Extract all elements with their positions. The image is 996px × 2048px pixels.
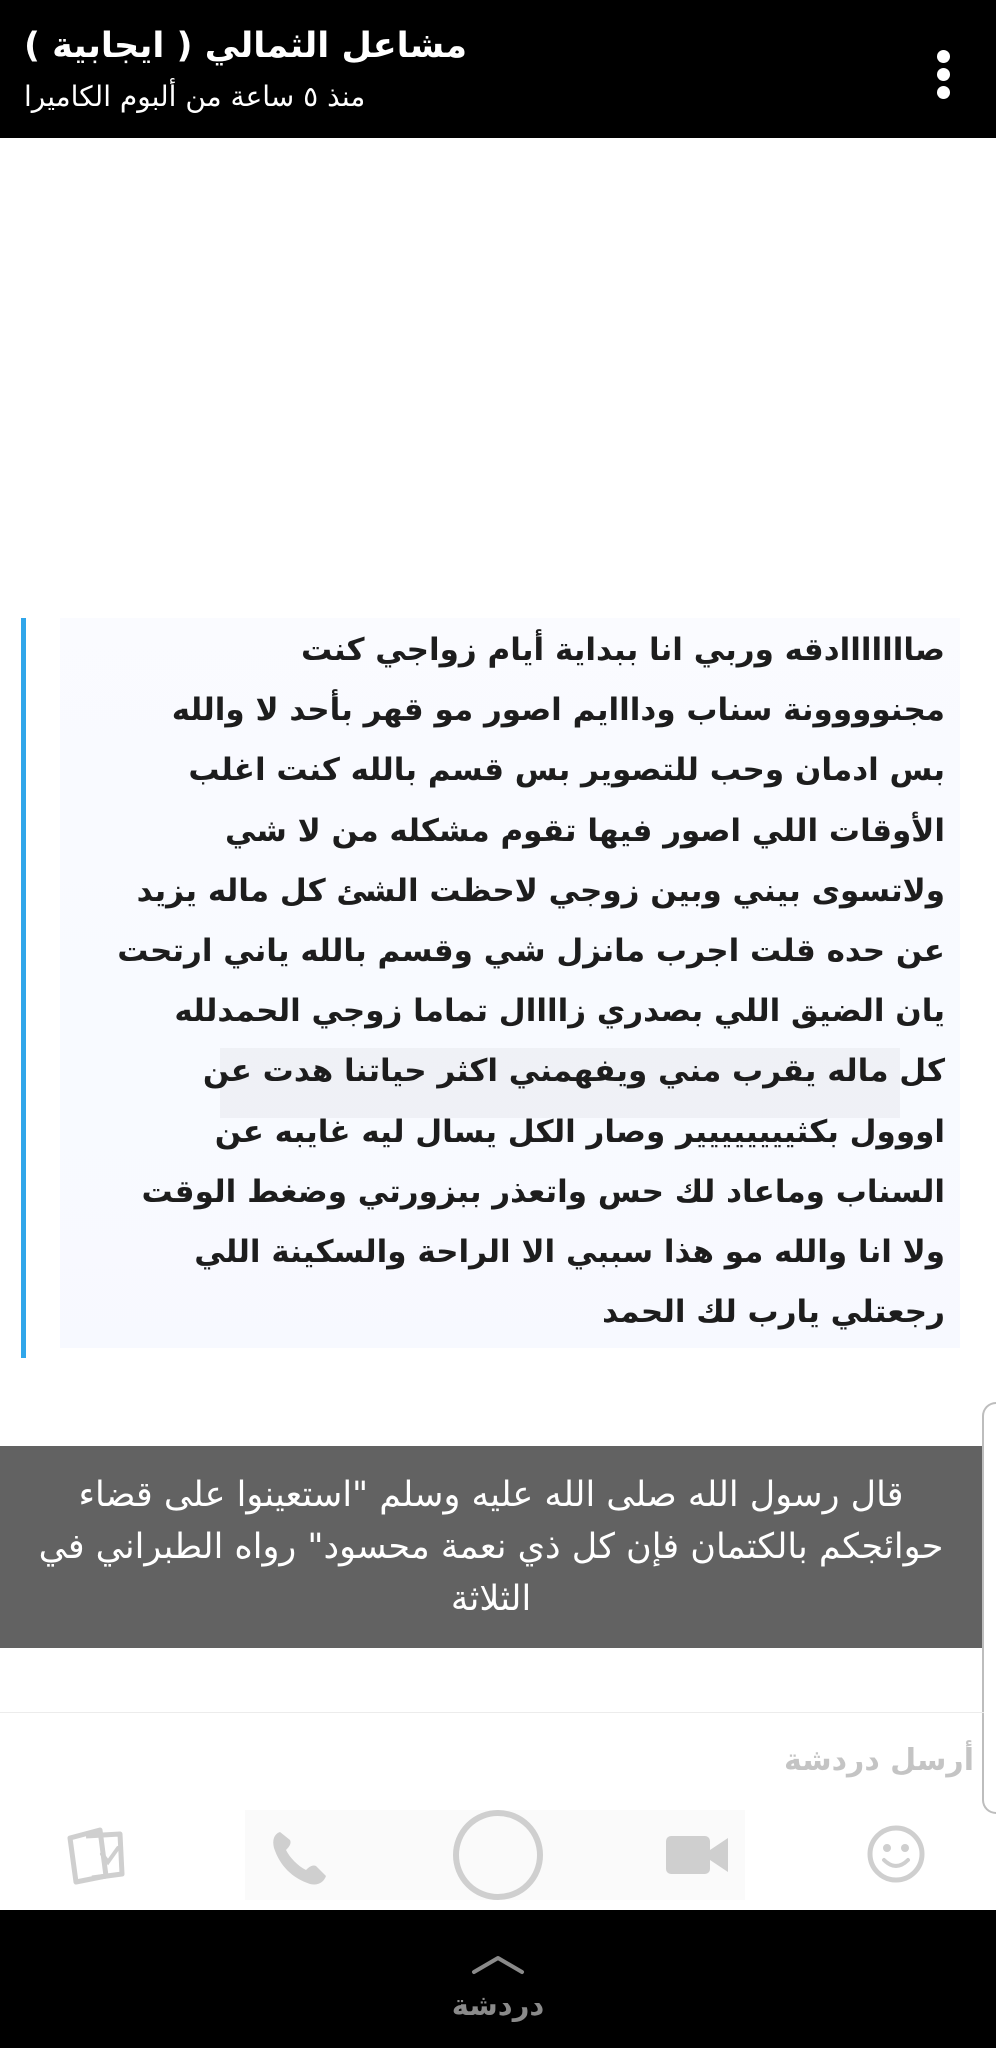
quote-line: عن حده قلت اجرب مانزل شي وقسم بالله ياني ارتحت — [117, 933, 945, 970]
divider — [0, 1712, 984, 1713]
caption-text: قال رسول الله صلى الله عليه وسلم "استعينوا على قضاء حوائجكم بالكتمان فإن كل ذي نعمة محسود" رواه الطبراني في الثلاثة — [38, 1475, 944, 1619]
quote-line: رجعتلي يارب لك الحمد — [602, 1294, 945, 1331]
story-author-name[interactable]: مشاعل الثمالي ( ايجابية ) — [24, 26, 468, 66]
quote-line: كل ماله يقرب مني ويفهمني اكثر حياتنا هدت عن — [202, 1053, 945, 1090]
sticker-icon[interactable] — [62, 1824, 132, 1886]
emoji-icon[interactable] — [866, 1824, 926, 1884]
capture-circle-icon[interactable] — [451, 1808, 545, 1902]
more-vertical-icon[interactable] — [934, 50, 954, 100]
bottom-bar — [0, 1910, 996, 2048]
quote-line: صااااااادقه وربي انا ببداية أيام زواجي كنت — [301, 632, 945, 668]
quote-accent-bar — [21, 618, 26, 1358]
story-header — [0, 0, 996, 138]
quote-line: ولا انا والله مو هذا سببي الا الراحة والسكينة اللي — [194, 1234, 945, 1271]
chevron-up-icon[interactable] — [470, 1952, 526, 1976]
side-pull-tab[interactable] — [982, 1402, 996, 1814]
quoted-message — [60, 620, 945, 1342]
chat-label[interactable]: دردشة — [451, 1988, 545, 2022]
quote-line: ولاتسوى بيني وبين زوجي لاحظت الشئ كل ماله يزيد — [136, 872, 945, 909]
phone-icon[interactable] — [266, 1826, 332, 1888]
story-caption — [0, 1446, 982, 1648]
quote-line: الأوقات اللي اصور فيها تقوم مشكله من لا شي — [225, 812, 945, 849]
quote-line: يان الضيق اللي بصدري زاااال تماما زوجي الحمدلله — [174, 993, 945, 1030]
chat-toolbar — [0, 1810, 996, 1900]
story-timestamp: منذ ٥ ساعة من ألبوم الكاميرا — [24, 80, 366, 113]
quote-line: اووول بكثيييييييير وصار الكل يسال ليه غايبه عن — [214, 1113, 945, 1150]
quote-line: بس ادمان وحب للتصوير بس قسم بالله كنت اغلب — [188, 752, 945, 789]
video-camera-icon[interactable] — [664, 1832, 730, 1878]
quote-line: مجنوووونة سناب ودااايم اصور مو قهر بأحد لا والله — [171, 692, 945, 729]
quote-line: السناب وماعاد لك حس واتعذر ببزورتي وضغط الوقت — [141, 1173, 945, 1210]
chat-input[interactable]: أرسل دردشة — [783, 1743, 974, 1778]
